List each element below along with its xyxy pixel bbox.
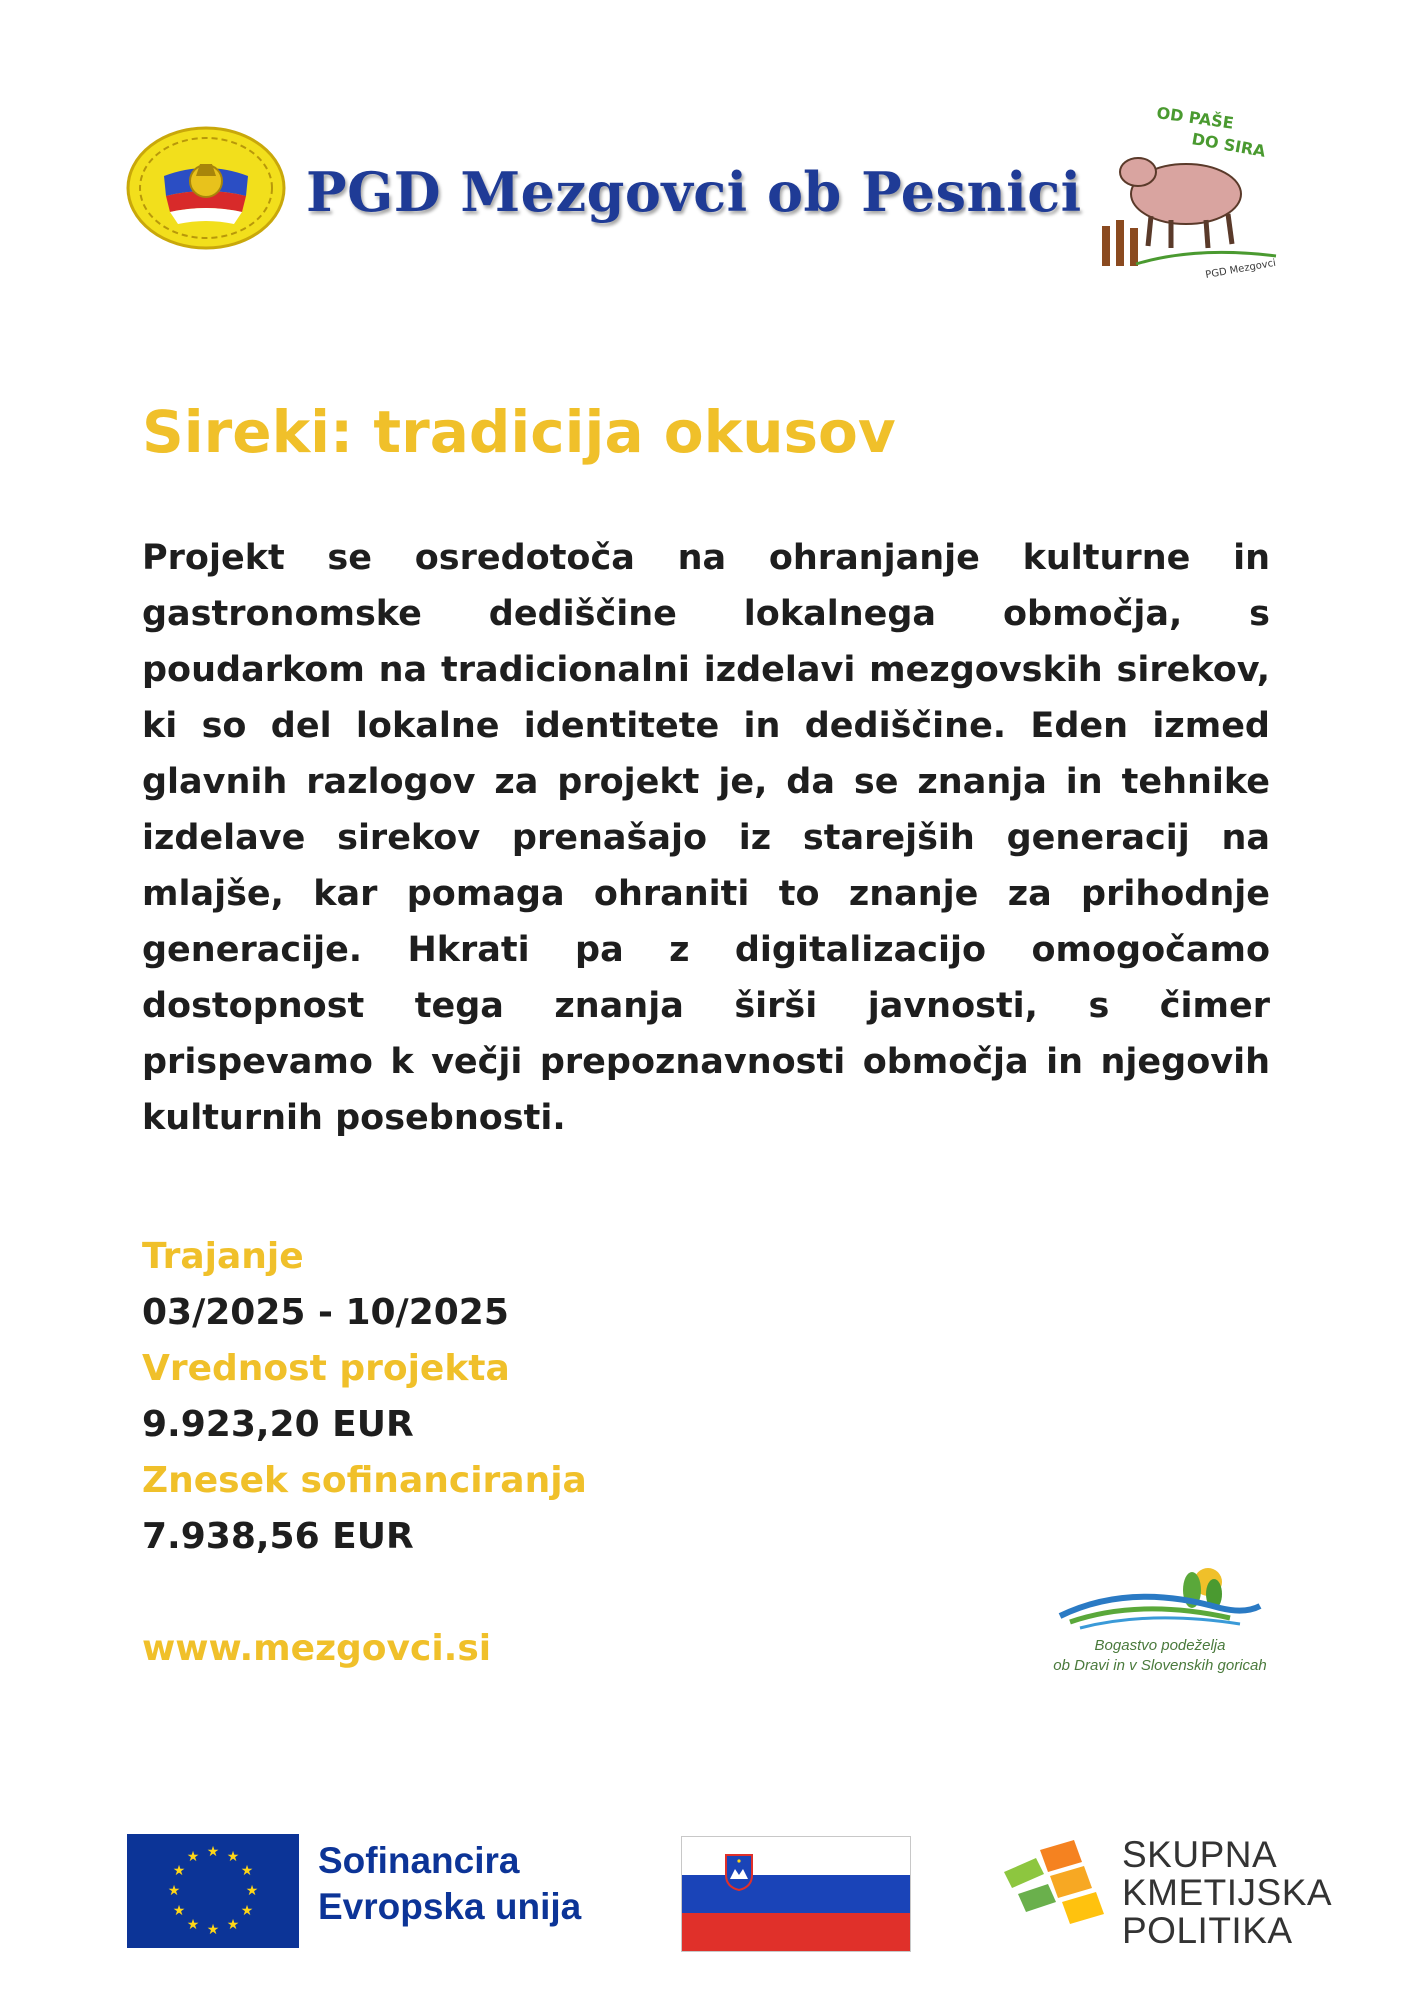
lag-logo-line2: ob Dravi in v Slovenskih goricah — [1053, 1657, 1267, 1674]
svg-text:★: ★ — [240, 1863, 254, 1879]
svg-text:★: ★ — [172, 1863, 186, 1879]
skp-line2: KMETIJSKA — [1122, 1872, 1333, 1913]
eu-text-line2: Evropska unija — [318, 1886, 582, 1927]
svg-text:★: ★ — [172, 1903, 186, 1919]
duration-value: 03/2025 - 10/2025 — [142, 1292, 509, 1333]
eu-flag — [127, 1834, 299, 1948]
body-paragraph: Projekt se osredotoča na ohranjanje kulturne in gastronomske dediščine lokalnega območja, s poudarkom na tradicionalni izdelavi mezgovskih sirekov, ki so del lokalne identitete in dediščine. Eden izmed glavnih razlogov za projekt je, da se znanja in tehnike izdelave sirekov prenašajo iz starejših generacij na mlajše, kar pomaga ohraniti to znanje za prihodnje generacije. Hkrati pa z digitalizacijo omogočamo dostopnost tega znanja širši javnosti, s čimer prispevamo k večji prepoznavnosti območja in njegovih kulturnih posebnosti. — [142, 538, 1270, 1138]
project-value-label: Vrednost projekta — [142, 1348, 510, 1389]
website-link[interactable]: www.mezgovci.si — [142, 1628, 492, 1669]
svg-text:★: ★ — [206, 1922, 220, 1938]
svg-text:★: ★ — [226, 1917, 240, 1933]
svg-text:★: ★ — [240, 1903, 254, 1919]
lag-logo-line1: Bogastvo podeželja — [1094, 1637, 1226, 1654]
eu-cofinancing-text — [318, 1838, 581, 1930]
svg-text:★: ★ — [226, 1849, 240, 1865]
project-value-amount: 9.923,20 EUR — [142, 1404, 414, 1445]
logo-text-line1: OD PAŠE — [1155, 103, 1235, 133]
svg-text:★: ★ — [245, 1883, 259, 1899]
logo-text-line3: PGD Mezgovci — [1204, 257, 1277, 281]
eu-text-line1: Sofinancira — [318, 1840, 520, 1881]
lag-logo — [1040, 1550, 1280, 1680]
skp-logo-icon — [1000, 1836, 1120, 1926]
duration-label: Trajanje — [142, 1236, 304, 1277]
skp-line3: POLITIKA — [1122, 1910, 1293, 1951]
svg-text:★: ★ — [186, 1849, 200, 1865]
svg-text:★: ★ — [206, 1844, 220, 1860]
logo-text-line2: DO SIRA — [1190, 129, 1268, 161]
skp-text — [1122, 1836, 1332, 1950]
svg-text:★: ★ — [186, 1917, 200, 1933]
slovenia-flag — [681, 1836, 911, 1952]
od-pase-do-sira-logo — [1096, 96, 1286, 286]
skp-line1: SKUPNA — [1122, 1834, 1278, 1875]
pgd-emblem-logo — [126, 126, 286, 251]
slovenia-coat-of-arms — [724, 1853, 754, 1891]
cofinancing-amount: 7.938,56 EUR — [142, 1516, 414, 1557]
svg-text:★: ★ — [167, 1883, 181, 1899]
page-title: Sireki: tradicija okusov — [142, 398, 896, 466]
cofinancing-label: Znesek sofinanciranja — [142, 1460, 587, 1501]
org-title: PGD Mezgovci ob Pesnici — [306, 160, 1082, 224]
